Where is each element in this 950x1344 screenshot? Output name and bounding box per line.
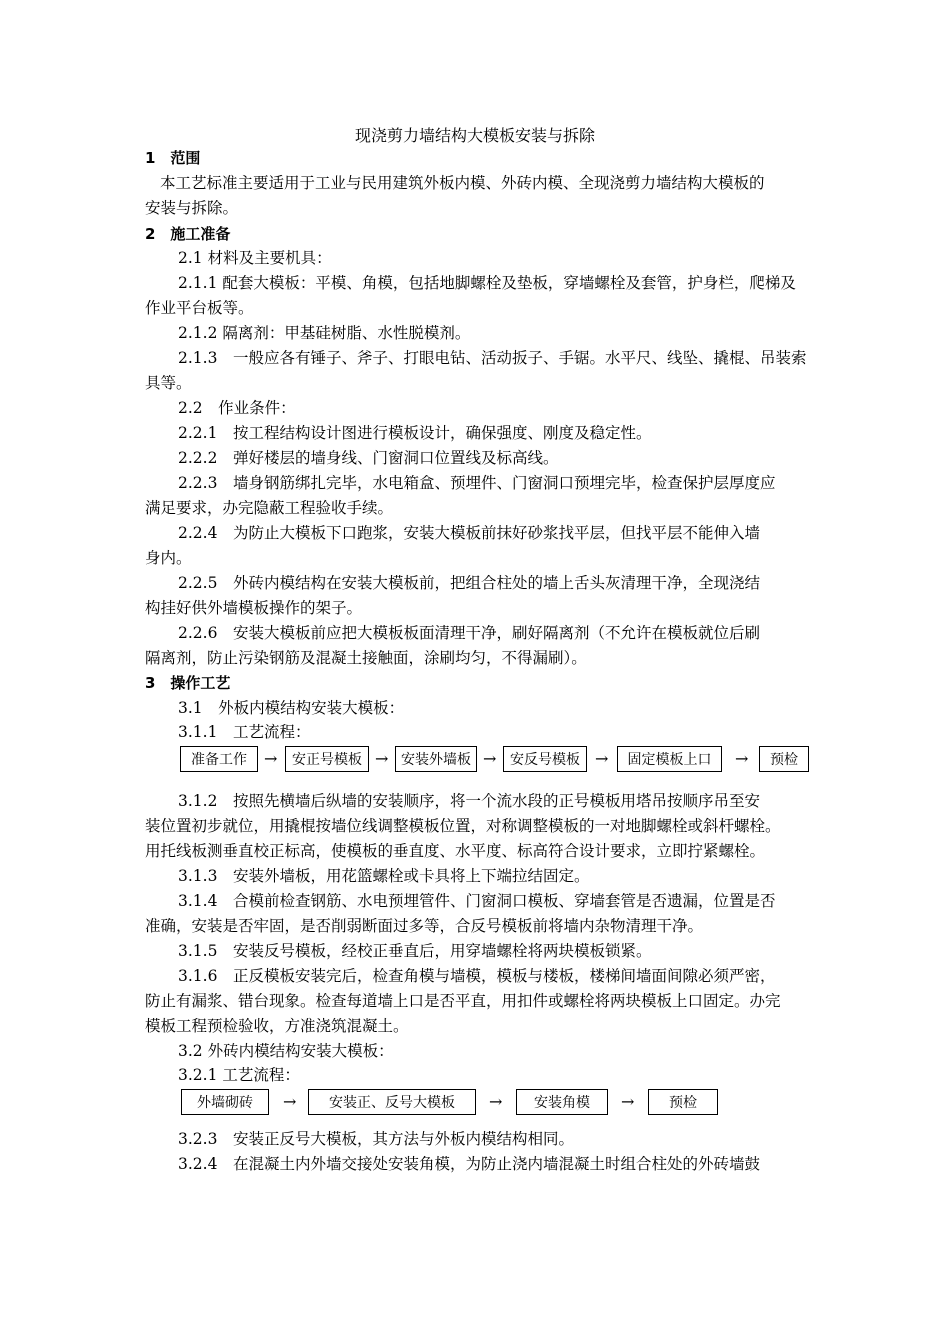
arrow-right-icon: → <box>595 749 609 768</box>
arrow-right-icon: → <box>283 1092 297 1111</box>
flow-step: 安装正、反号大模板 <box>308 1089 476 1115</box>
section-heading-1: 1 范围 <box>145 149 201 167</box>
flow-step: 安反号模板 <box>503 746 587 772</box>
arrow-right-icon: → <box>264 749 278 768</box>
paragraph-line: 2.2.1 按工程结构设计图进行模板设计，确保强度、刚度及稳定性。 <box>178 424 652 442</box>
paragraph-line: 2.2.5 外砖内模结构在安装大模板前，把组合柱处的墙上舌头灰清理干净，全现浇结 <box>178 574 760 592</box>
paragraph-line: 身内。 <box>145 549 192 567</box>
paragraph-line: 3.1.1 工艺流程： <box>178 723 311 741</box>
paragraph-line: 2.2.6 安装大模板前应把大模板板面清理干净，刷好隔离剂（不允许在模板就位后刷 <box>178 624 760 642</box>
paragraph-line: 准确，安装是否牢固，是否削弱断面过多等，合反号模板前将墙内杂物清理干净。 <box>145 917 704 935</box>
paragraph-line: 3.1.4 合模前检查钢筋、水电预埋管件、门窗洞口模板、穿墙套管是否遗漏，位置是否 <box>178 892 776 910</box>
paragraph-line: 3.1 外板内模结构安装大模板： <box>178 699 405 717</box>
arrow-right-icon: → <box>489 1092 503 1111</box>
paragraph-line: 3.2.1 工艺流程： <box>178 1066 300 1084</box>
page-title: 现浇剪力墙结构大模板安装与拆除 <box>354 126 595 145</box>
paragraph-line: 2.2.2 弹好楼层的墙身线、门窗洞口位置线及标高线。 <box>178 449 559 467</box>
paragraph-line: 用托线板测垂直校正标高，使模板的垂直度、水平度、标高符合设计要求，立即拧紧螺栓。 <box>145 842 766 860</box>
paragraph-line: 3.1.2 按照先横墙后纵墙的安装顺序，将一个流水段的正号模板用塔吊按顺序吊至安 <box>178 792 760 810</box>
paragraph-line: 装位置初步就位，用撬棍按墙位线调整模板位置，对称调整模板的一对地脚螺栓或斜杆螺栓。 <box>145 817 781 835</box>
paragraph-line: 3.2 外砖内模结构安装大模板： <box>178 1042 394 1060</box>
paragraph-line: 2.2.4 为防止大模板下口跑浆，安装大模板前抹好砂浆找平层，但找平层不能伸入墙 <box>178 524 760 542</box>
paragraph-line: 2.2.3 墙身钢筋绑扎完毕，水电箱盒、预埋件、门窗洞口预埋完毕，检查保护层厚度应 <box>178 474 776 492</box>
flow-step: 安正号模板 <box>285 746 369 772</box>
arrow-right-icon: → <box>621 1092 635 1111</box>
paragraph-line: 3.1.3 安装外墙板，用花篮螺栓或卡具将上下端拉结固定。 <box>178 867 590 885</box>
paragraph-line: 安装与拆除。 <box>145 199 239 217</box>
paragraph-line: 2.2 作业条件： <box>178 399 296 417</box>
paragraph-line: 2.1.1 配套大模板：平模、角模，包括地脚螺栓及垫板，穿墙螺栓及套管，护身栏，爬梯及 <box>178 274 796 292</box>
paragraph-line: 模板工程预检验收，方准浇筑混凝土。 <box>145 1017 409 1035</box>
flow-step: 外墙砌砖 <box>181 1089 269 1115</box>
flow-step: 准备工作 <box>180 746 258 772</box>
paragraph-line: 隔离剂，防止污染钢筋及混凝土接触面，涂刷均匀，不得漏刷）。 <box>145 649 587 667</box>
paragraph-line: 2.1.3 一般应各有锤子、斧子、打眼电钻、活动扳子、手锯。水平尺、线坠、撬棍、吊装索 <box>178 349 807 367</box>
paragraph-line: 3.1.6 正反模板安装完后，检查角模与墙模，模板与楼板，楼梯间墙面间隙必须严密， <box>178 967 776 985</box>
flow-step: 安装外墙板 <box>395 746 477 772</box>
section-heading-3: 3 操作工艺 <box>145 674 231 692</box>
paragraph-line: 具等。 <box>145 374 192 392</box>
section-heading-2: 2 施工准备 <box>145 225 231 243</box>
flow-step: 安装角模 <box>516 1089 608 1115</box>
paragraph-line: 3.2.3 安装正反号大模板，其方法与外板内模结构相同。 <box>178 1130 574 1148</box>
paragraph-line: 防止有漏浆、错台现象。检查每道墙上口是否平直，用扣件或螺栓将两块模板上口固定。办完 <box>145 992 781 1010</box>
arrow-right-icon: → <box>483 749 497 768</box>
paragraph-line: 2.1.2 隔离剂：甲基硅树脂、水性脱模剂。 <box>178 324 471 342</box>
paragraph-line: 2.1 材料及主要机具： <box>178 249 332 267</box>
flow-step: 固定模板上口 <box>617 746 722 772</box>
arrow-right-icon: → <box>375 749 389 768</box>
paragraph-line: 构挂好供外墙模板操作的架子。 <box>145 599 363 617</box>
flow-step: 预检 <box>759 746 809 772</box>
paragraph-line: 作业平台板等。 <box>145 299 254 317</box>
arrow-right-icon: → <box>735 749 749 768</box>
paragraph-line: 3.1.5 安装反号模板，经校正垂直后，用穿墙螺栓将两块模板锁紧。 <box>178 942 652 960</box>
paragraph-line: 3.2.4 在混凝土内外墙交接处安装角模，为防止浇内墙混凝土时组合柱处的外砖墙鼓 <box>178 1155 760 1173</box>
paragraph-line: 本工艺标准主要适用于工业与民用建筑外板内模、外砖内模、全现浇剪力墙结构大模板的 <box>160 174 765 192</box>
paragraph-line: 满足要求，办完隐蔽工程验收手续。 <box>145 499 394 517</box>
flow-step: 预检 <box>648 1089 718 1115</box>
